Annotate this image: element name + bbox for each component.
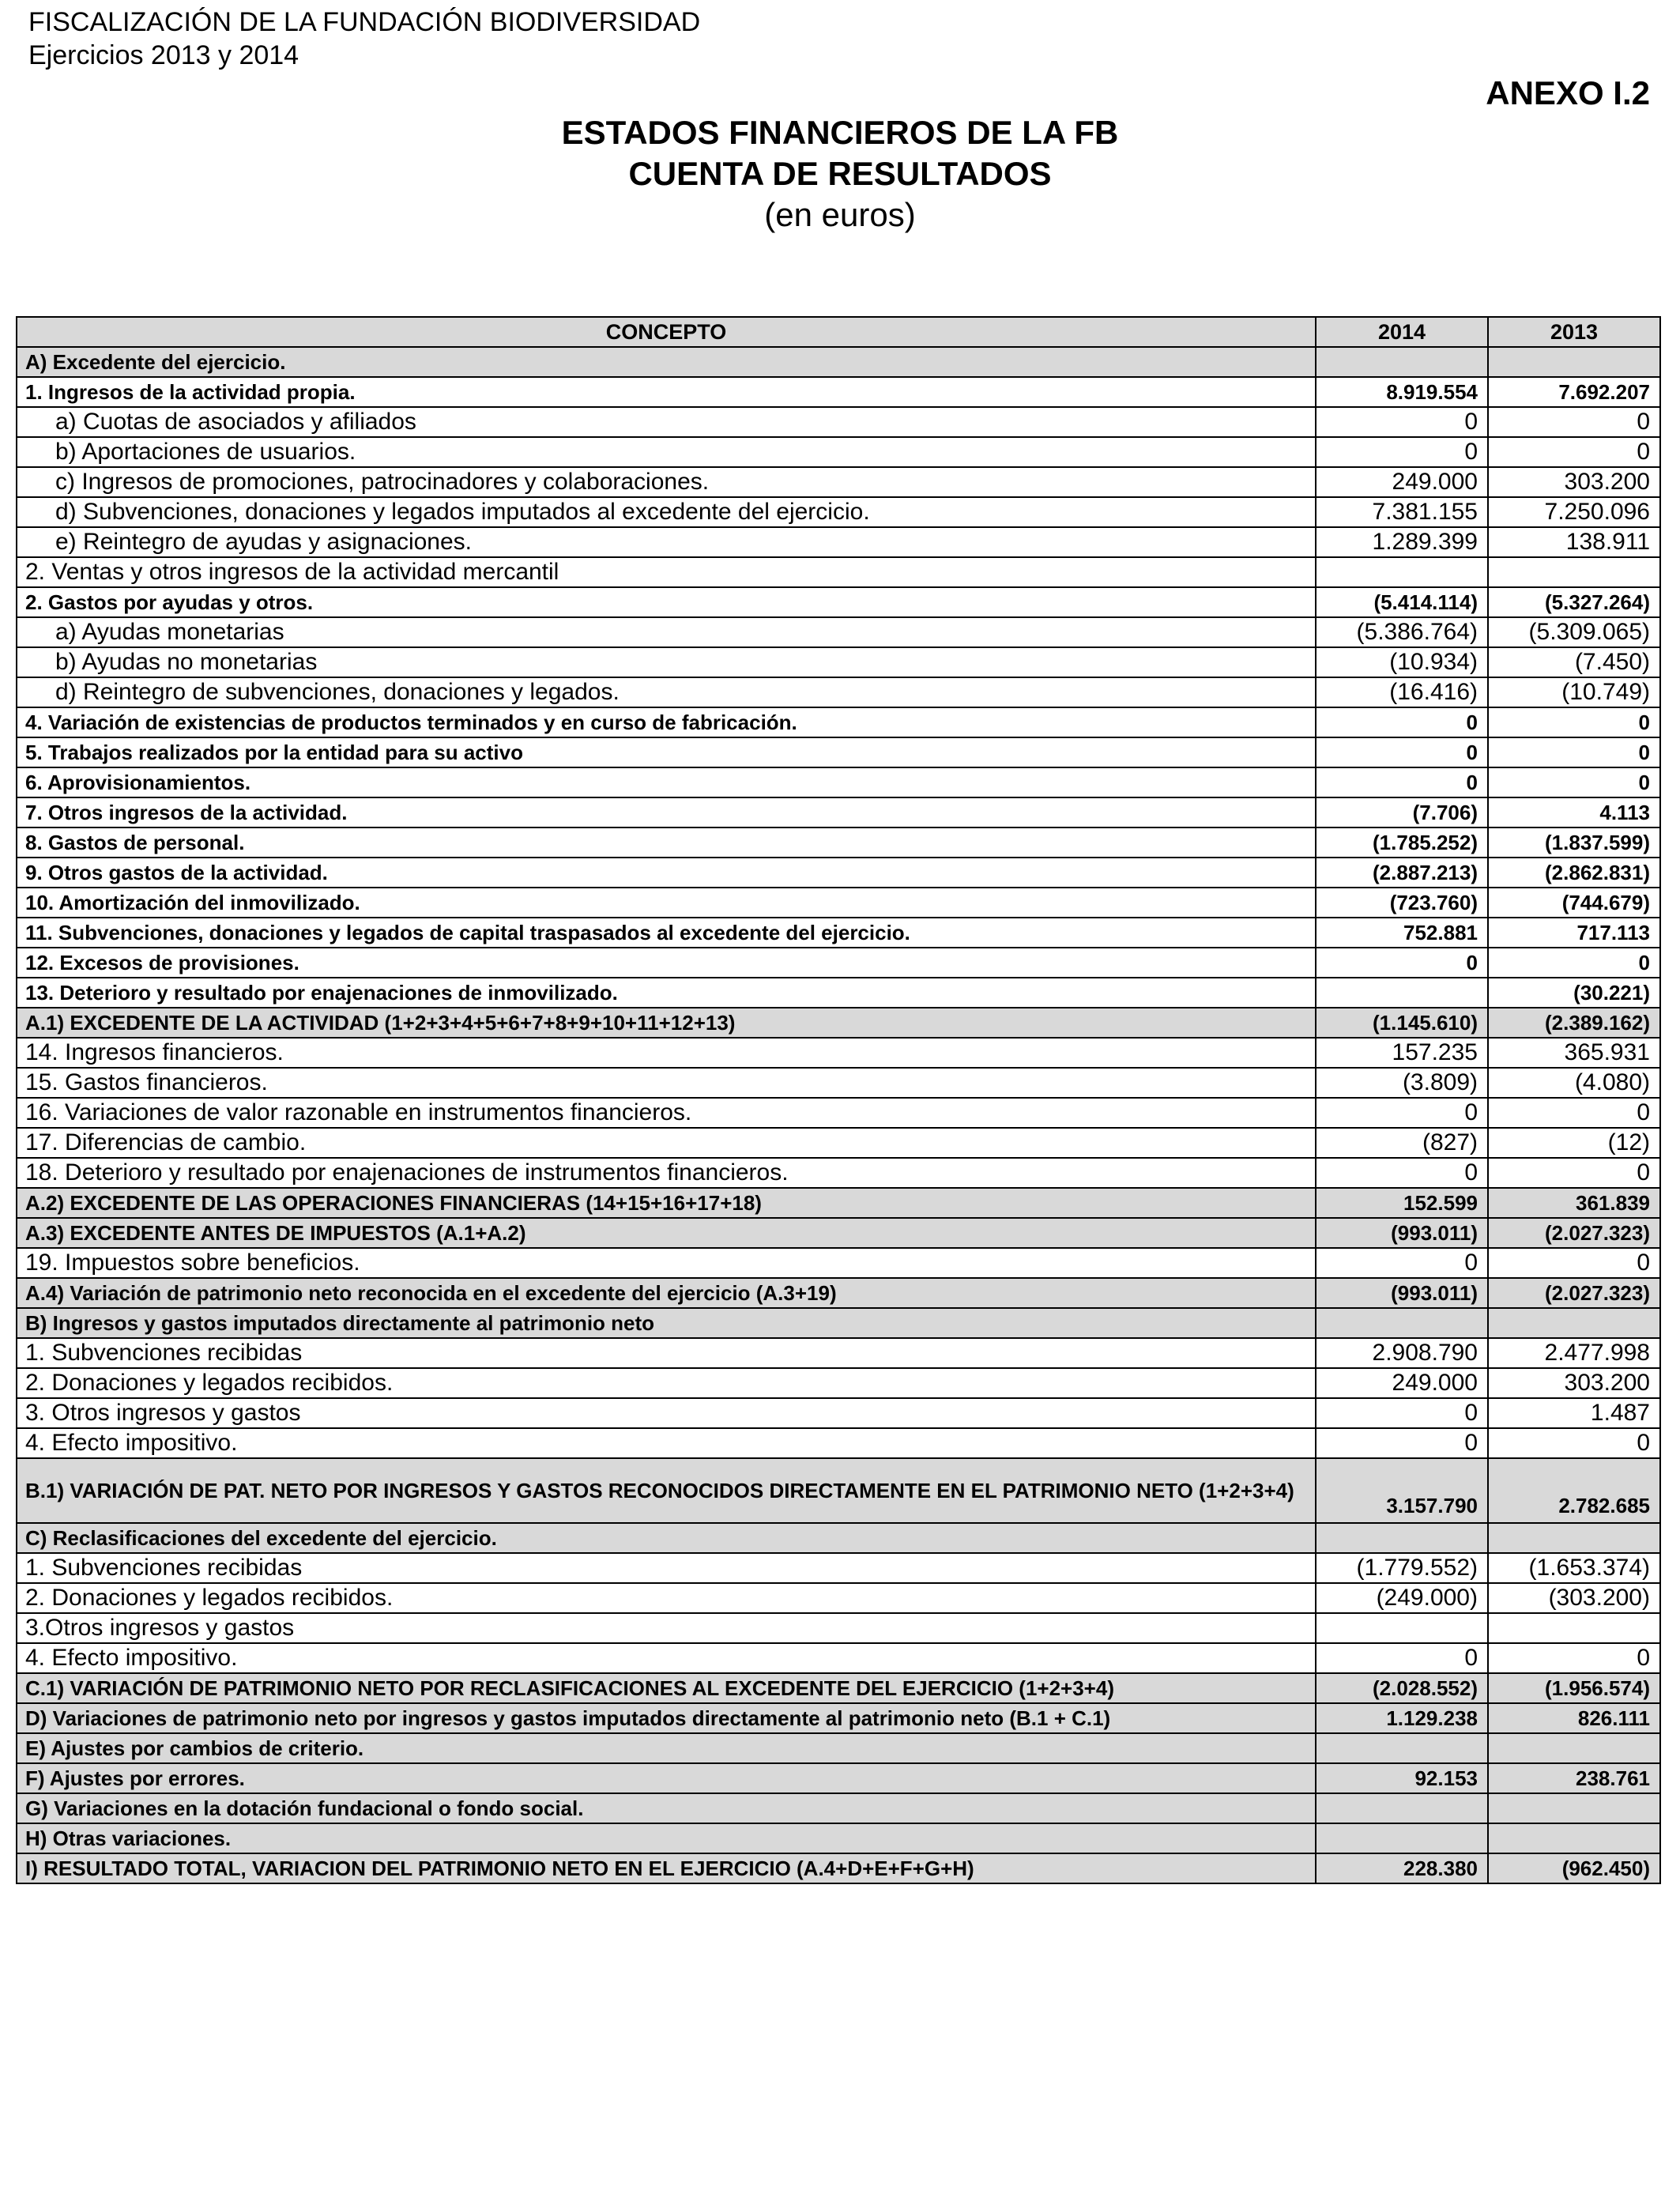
row-value-2014: (2.887.213) (1316, 858, 1488, 888)
table-row (17, 617, 1660, 647)
row-value-2013: 717.113 (1488, 918, 1660, 948)
row-value-2013: (962.450) (1488, 1853, 1660, 1883)
row-label: A) Excedente del ejercicio. (17, 347, 1316, 377)
table-row (17, 737, 1660, 767)
table-row (17, 797, 1660, 827)
row-value-2013: 0 (1488, 437, 1660, 467)
row-label: 19. Impuestos sobre beneficios. (17, 1248, 1316, 1278)
row-label: A.1) EXCEDENTE DE LA ACTIVIDAD (1+2+3+4+5+6+7+8+9+10+11+12+13) (17, 1008, 1316, 1038)
table-row (17, 1643, 1660, 1673)
row-value-2013: (2.862.831) (1488, 858, 1660, 888)
row-value-2013: (744.679) (1488, 888, 1660, 918)
page-subtitle: CUENTA DE RESULTADOS (628, 155, 1052, 192)
row-value-2014: (1.779.552) (1316, 1553, 1488, 1583)
row-value-2013: 0 (1488, 1098, 1660, 1128)
table-row (17, 707, 1660, 737)
row-value-2014: 752.881 (1316, 918, 1488, 948)
row-value-2014: (993.011) (1316, 1218, 1488, 1248)
row-label: 6. Aprovisionamientos. (17, 767, 1316, 797)
row-value-2013 (1488, 1308, 1660, 1338)
row-label: 5. Trabajos realizados por la entidad para su activo (17, 737, 1316, 767)
table-row (17, 1158, 1660, 1188)
row-value-2014: 1.129.238 (1316, 1703, 1488, 1733)
row-value-2013: 7.692.207 (1488, 377, 1660, 407)
table-row (17, 1218, 1660, 1248)
row-value-2014 (1316, 1523, 1488, 1553)
table-row (17, 377, 1660, 407)
row-label: 2. Donaciones y legados recibidos. (17, 1583, 1316, 1613)
table-row (17, 1553, 1660, 1583)
row-value-2013: 0 (1488, 737, 1660, 767)
row-label: 4. Variación de existencias de productos terminados y en curso de fabricación. (17, 707, 1316, 737)
report-header-entity: FISCALIZACIÓN DE LA FUNDACIÓN BIODIVERSIDAD (28, 7, 701, 37)
row-label: C) Reclasificaciones del excedente del ejercicio. (17, 1523, 1316, 1553)
row-label: 2. Gastos por ayudas y otros. (17, 587, 1316, 617)
row-label: 8. Gastos de personal. (17, 827, 1316, 858)
table-row (17, 587, 1660, 617)
row-value-2013: 303.200 (1488, 467, 1660, 497)
row-label: 4. Efecto impositivo. (17, 1428, 1316, 1458)
row-label: 13. Deterioro y resultado por enajenaciones de inmovilizado. (17, 978, 1316, 1008)
row-value-2013: (5.309.065) (1488, 617, 1660, 647)
row-label: 18. Deterioro y resultado por enajenaciones de instrumentos financieros. (17, 1158, 1316, 1188)
column-header-concept: CONCEPTO (17, 317, 1316, 347)
table-row (17, 978, 1660, 1008)
row-value-2014: (1.145.610) (1316, 1008, 1488, 1038)
table-row (17, 1793, 1660, 1823)
row-value-2013 (1488, 1523, 1660, 1553)
row-value-2014: (249.000) (1316, 1583, 1488, 1613)
row-value-2014: 0 (1316, 1248, 1488, 1278)
row-label: 2. Ventas y otros ingresos de la actividad mercantil (17, 557, 1316, 587)
row-value-2013: 0 (1488, 1643, 1660, 1673)
row-value-2013: (4.080) (1488, 1068, 1660, 1098)
row-value-2013: 2.782.685 (1488, 1458, 1660, 1523)
row-value-2014: 0 (1316, 737, 1488, 767)
table-row (17, 1068, 1660, 1098)
row-value-2013: 1.487 (1488, 1398, 1660, 1428)
row-value-2014: 0 (1316, 407, 1488, 437)
row-value-2013: 0 (1488, 1248, 1660, 1278)
table-row (17, 1583, 1660, 1613)
page-title: ESTADOS FINANCIEROS DE LA FB (561, 114, 1119, 151)
row-label: B.1) VARIACIÓN DE PAT. NETO POR INGRESOS Y GASTOS RECONOCIDOS DIRECTAMENTE EN EL PATRIMONIO NETO (1+2+3+4) (17, 1458, 1316, 1523)
row-label: H) Otras variaciones. (17, 1823, 1316, 1853)
currency-note: (en euros) (764, 196, 916, 233)
row-label: c) Ingresos de promociones, patrocinadores y colaboraciones. (17, 467, 1316, 497)
table-row (17, 1278, 1660, 1308)
table-row (17, 347, 1660, 377)
row-value-2014 (1316, 1613, 1488, 1643)
table-header-row (17, 317, 1660, 347)
row-label: F) Ajustes por errores. (17, 1763, 1316, 1793)
row-value-2013: (1.837.599) (1488, 827, 1660, 858)
table-row (17, 527, 1660, 557)
row-value-2013: 0 (1488, 707, 1660, 737)
row-label: I) RESULTADO TOTAL, VARIACION DEL PATRIMONIO NETO EN EL EJERCICIO (A.4+D+E+F+G+H) (17, 1853, 1316, 1883)
row-label: 3.Otros ingresos y gastos (17, 1613, 1316, 1643)
row-value-2013 (1488, 1823, 1660, 1853)
row-label: a) Cuotas de asociados y afiliados (17, 407, 1316, 437)
row-label: b) Aportaciones de usuarios. (17, 437, 1316, 467)
row-label: A.4) Variación de patrimonio neto reconocida en el excedente del ejercicio (A.3+19) (17, 1278, 1316, 1308)
table-row (17, 497, 1660, 527)
table-row (17, 1613, 1660, 1643)
row-value-2014: (1.785.252) (1316, 827, 1488, 858)
row-value-2014: 0 (1316, 707, 1488, 737)
row-label: 15. Gastos financieros. (17, 1068, 1316, 1098)
table-row (17, 1188, 1660, 1218)
row-value-2014: 157.235 (1316, 1038, 1488, 1068)
row-value-2013 (1488, 347, 1660, 377)
row-value-2014: 0 (1316, 1158, 1488, 1188)
row-value-2014 (1316, 978, 1488, 1008)
row-value-2014: (10.934) (1316, 647, 1488, 677)
row-label: 1. Subvenciones recibidas (17, 1553, 1316, 1583)
report-header-period: Ejercicios 2013 y 2014 (28, 40, 299, 70)
row-value-2013: (1.956.574) (1488, 1673, 1660, 1703)
row-label: 3. Otros ingresos y gastos (17, 1398, 1316, 1428)
table-row (17, 1038, 1660, 1068)
row-label: A.2) EXCEDENTE DE LAS OPERACIONES FINANCIERAS (14+15+16+17+18) (17, 1188, 1316, 1218)
row-value-2014 (1316, 1733, 1488, 1763)
row-value-2014: 0 (1316, 767, 1488, 797)
row-value-2013: 0 (1488, 1428, 1660, 1458)
row-value-2013: (7.450) (1488, 647, 1660, 677)
row-value-2014: 249.000 (1316, 1368, 1488, 1398)
row-label: B) Ingresos y gastos imputados directamente al patrimonio neto (17, 1308, 1316, 1338)
row-label: 1. Ingresos de la actividad propia. (17, 377, 1316, 407)
annex-label: ANEXO I.2 (1486, 74, 1650, 111)
row-value-2014: (993.011) (1316, 1278, 1488, 1308)
table-row (17, 1673, 1660, 1703)
row-value-2013: 0 (1488, 407, 1660, 437)
row-value-2013: 365.931 (1488, 1038, 1660, 1068)
row-value-2014: 7.381.155 (1316, 497, 1488, 527)
table-row (17, 1823, 1660, 1853)
row-label: 7. Otros ingresos de la actividad. (17, 797, 1316, 827)
row-value-2014: 152.599 (1316, 1188, 1488, 1218)
row-value-2014: 249.000 (1316, 467, 1488, 497)
table-row (17, 827, 1660, 858)
row-value-2013: 0 (1488, 767, 1660, 797)
row-value-2014 (1316, 1823, 1488, 1853)
table-row (17, 1098, 1660, 1128)
row-label: 2. Donaciones y legados recibidos. (17, 1368, 1316, 1398)
row-value-2013: (2.027.323) (1488, 1278, 1660, 1308)
table-row (17, 1523, 1660, 1553)
row-value-2013 (1488, 1793, 1660, 1823)
row-value-2014: 0 (1316, 1098, 1488, 1128)
row-label: D) Variaciones de patrimonio neto por ingresos y gastos imputados directamente al patrimonio neto (B.1 + C.1) (17, 1703, 1316, 1733)
row-value-2013: (2.027.323) (1488, 1218, 1660, 1248)
row-value-2013 (1488, 1613, 1660, 1643)
row-label: 1. Subvenciones recibidas (17, 1338, 1316, 1368)
row-value-2013: 238.761 (1488, 1763, 1660, 1793)
row-value-2013: (10.749) (1488, 677, 1660, 707)
row-label: 17. Diferencias de cambio. (17, 1128, 1316, 1158)
row-value-2014: 0 (1316, 1428, 1488, 1458)
table-row (17, 1308, 1660, 1338)
row-label: G) Variaciones en la dotación fundacional o fondo social. (17, 1793, 1316, 1823)
table-row (17, 1733, 1660, 1763)
row-value-2014 (1316, 1308, 1488, 1338)
row-value-2013: (2.389.162) (1488, 1008, 1660, 1038)
table-row (17, 1428, 1660, 1458)
table-row (17, 1008, 1660, 1038)
row-value-2014: (7.706) (1316, 797, 1488, 827)
row-label: A.3) EXCEDENTE ANTES DE IMPUESTOS (A.1+A.2) (17, 1218, 1316, 1248)
table-row (17, 437, 1660, 467)
table-row (17, 888, 1660, 918)
row-value-2013: (303.200) (1488, 1583, 1660, 1613)
table-row (17, 1398, 1660, 1428)
table-row (17, 948, 1660, 978)
table-body (17, 347, 1660, 1883)
row-value-2014: 228.380 (1316, 1853, 1488, 1883)
table-row (17, 1338, 1660, 1368)
row-value-2014: 0 (1316, 948, 1488, 978)
row-label: d) Reintegro de subvenciones, donaciones y legados. (17, 677, 1316, 707)
row-value-2014: 92.153 (1316, 1763, 1488, 1793)
table-row (17, 407, 1660, 437)
row-value-2013: (1.653.374) (1488, 1553, 1660, 1583)
row-label: b) Ayudas no monetarias (17, 647, 1316, 677)
row-value-2013: (30.221) (1488, 978, 1660, 1008)
row-value-2014: (5.414.114) (1316, 587, 1488, 617)
row-value-2013 (1488, 557, 1660, 587)
row-value-2014: (827) (1316, 1128, 1488, 1158)
row-value-2014: 8.919.554 (1316, 377, 1488, 407)
row-value-2013: 303.200 (1488, 1368, 1660, 1398)
row-value-2013: 826.111 (1488, 1703, 1660, 1733)
table-row (17, 557, 1660, 587)
row-value-2014: 0 (1316, 1643, 1488, 1673)
table-row (17, 1458, 1660, 1523)
row-value-2013: (5.327.264) (1488, 587, 1660, 617)
column-header-2013: 2013 (1488, 317, 1660, 347)
row-value-2014: (2.028.552) (1316, 1673, 1488, 1703)
row-label: 4. Efecto impositivo. (17, 1643, 1316, 1673)
row-label: a) Ayudas monetarias (17, 617, 1316, 647)
table-row (17, 467, 1660, 497)
row-label: C.1) VARIACIÓN DE PATRIMONIO NETO POR RECLASIFICACIONES AL EXCEDENTE DEL EJERCICIO (1+2+3+4) (17, 1673, 1316, 1703)
row-label: 14. Ingresos financieros. (17, 1038, 1316, 1068)
table-row (17, 1128, 1660, 1158)
table-row (17, 1853, 1660, 1883)
table-row (17, 1248, 1660, 1278)
row-value-2013: 138.911 (1488, 527, 1660, 557)
row-value-2014: (723.760) (1316, 888, 1488, 918)
row-label: 9. Otros gastos de la actividad. (17, 858, 1316, 888)
row-label: e) Reintegro de ayudas y asignaciones. (17, 527, 1316, 557)
row-value-2014: (16.416) (1316, 677, 1488, 707)
table-row (17, 677, 1660, 707)
row-value-2014: (3.809) (1316, 1068, 1488, 1098)
table-row (17, 1703, 1660, 1733)
row-value-2013 (1488, 1733, 1660, 1763)
row-value-2014: 2.908.790 (1316, 1338, 1488, 1368)
row-label: 12. Excesos de provisiones. (17, 948, 1316, 978)
row-label: 10. Amortización del inmovilizado. (17, 888, 1316, 918)
row-value-2013: 361.839 (1488, 1188, 1660, 1218)
row-label: d) Subvenciones, donaciones y legados imputados al excedente del ejercicio. (17, 497, 1316, 527)
table-row (17, 647, 1660, 677)
row-label: 16. Variaciones de valor razonable en instrumentos financieros. (17, 1098, 1316, 1128)
table-row (17, 1368, 1660, 1398)
row-value-2014 (1316, 347, 1488, 377)
row-value-2014: 3.157.790 (1316, 1458, 1488, 1523)
row-value-2014: (5.386.764) (1316, 617, 1488, 647)
table-row (17, 767, 1660, 797)
income-statement-table (16, 316, 1661, 1884)
row-label: 11. Subvenciones, donaciones y legados de capital traspasados al excedente del ejercicio. (17, 918, 1316, 948)
row-value-2014: 0 (1316, 1398, 1488, 1428)
row-label: E) Ajustes por cambios de criterio. (17, 1733, 1316, 1763)
row-value-2013: 0 (1488, 948, 1660, 978)
table-row (17, 918, 1660, 948)
table-row (17, 1763, 1660, 1793)
table-row (17, 858, 1660, 888)
row-value-2013: 2.477.998 (1488, 1338, 1660, 1368)
row-value-2013: 4.113 (1488, 797, 1660, 827)
row-value-2014 (1316, 557, 1488, 587)
row-value-2014: 0 (1316, 437, 1488, 467)
column-header-2014: 2014 (1316, 317, 1488, 347)
row-value-2013: 7.250.096 (1488, 497, 1660, 527)
row-value-2013: (12) (1488, 1128, 1660, 1158)
row-value-2014: 1.289.399 (1316, 527, 1488, 557)
row-value-2014 (1316, 1793, 1488, 1823)
row-value-2013: 0 (1488, 1158, 1660, 1188)
